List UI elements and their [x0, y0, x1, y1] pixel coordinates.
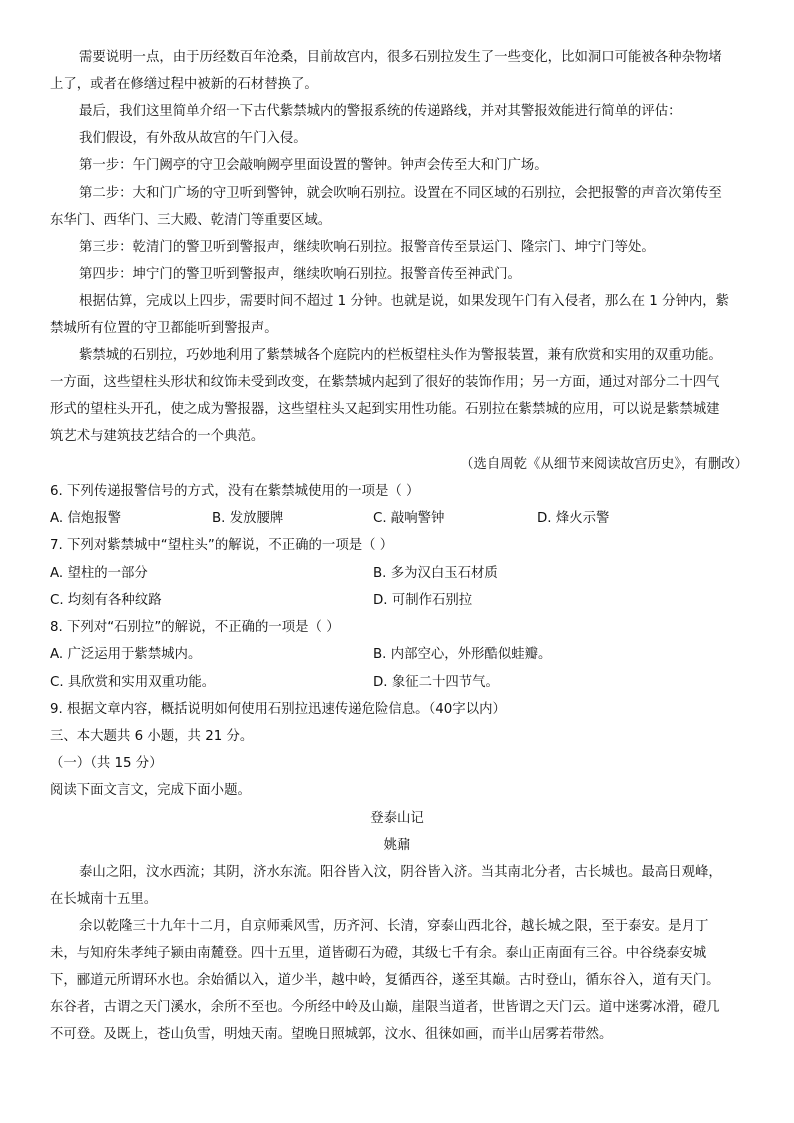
question-7-option-b: B. 多为汉白玉石材质 [373, 566, 498, 581]
question-8-option-c: C. 具欣赏和实用双重功能。 [50, 675, 216, 690]
classical-text-line: 余以乾隆三十九年十二月，自京师乘风雪，历齐河、长清，穿泰山西北谷，越长城之限，至于泰安。是月丁 [79, 919, 709, 934]
question-7-option-d: D. 可制作石别拉 [373, 593, 473, 608]
passage-line: 一方面，这些望柱头形状和纹饰未受到改变，在紫禁城内起到了很好的装饰作用；另一方面，通过对部分二十四气 [50, 375, 720, 390]
passage-line: 东华门、西华门、三大殿、乾清门等重要区域。 [50, 213, 332, 228]
question-6-option-d: D. 烽火示警 [537, 511, 610, 526]
classical-text-line: 泰山之阳，汶水西流；其阴，济水东流。阳谷皆入汶，阴谷皆入济。当其南北分者，古长城也。最高日观峰， [79, 865, 722, 880]
passage-line: 筑艺术与建筑技艺结合的一个典范。 [50, 429, 265, 444]
passage-line: 紫禁城的石别拉，巧妙地利用了紫禁城各个庭院内的栏板望柱头作为警报装置，兼有欣赏和实用的双重功能。 [79, 348, 722, 363]
question-6-option-b: B. 发放腰牌 [212, 511, 284, 526]
classical-text-line: 下，郦道元所谓环水也。余始循以入，道少半，越中岭，复循西谷，遂至其巅。古时登山，循东谷入，道有天门。 [50, 973, 720, 988]
passage-line: 根据估算，完成以上四步，需要时间不超过 1 分钟。也就是说，如果发现午门有入侵者，那么在 1 分钟内，紫 [79, 294, 730, 309]
question-8-stem: 8. 下列对“石别拉”的解说，不正确的一项是（ ） [50, 620, 340, 635]
question-8-option-d: D. 象征二十四节气。 [373, 675, 499, 690]
passage-line: 第二步：大和门广场的守卫听到警钟，就会吹响石别拉。设置在不同区域的石别拉，会把报警的声音次第传至 [79, 186, 722, 201]
subsection-heading: （一）（共 15 分） [50, 756, 163, 771]
question-8-option-b: B. 内部空心，外形酷似蛙瓣。 [373, 647, 552, 662]
classical-text-line: 未，与知府朱孝纯子颍由南麓登。四十五里，道皆砌石为磴，其级七千有余。泰山正南面有三谷。中谷绕泰安城 [50, 946, 707, 961]
passage-line: 上了，或者在修缮过程中被新的石材替换了。 [50, 77, 318, 92]
passage-source: （选自周乾《从细节来阅读故宫历史》，有删改） [460, 457, 748, 472]
classical-text-line: 在长城南十五里。 [50, 892, 158, 907]
passage-line: 最后，我们这里简单介绍一下古代紫禁城内的警报系统的传递路线，并对其警报效能进行简单的评估： [79, 104, 682, 119]
passage-line: 第四步：坤宁门的警卫听到警报声，继续吹响石别拉。报警音传至神武门。 [79, 267, 521, 282]
passage-line: 禁城所有位置的守卫都能听到警报声。 [50, 321, 278, 336]
passage-line: 形式的望柱头开孔，使之成为警报器，这些望柱头又起到实用性功能。石别拉在紫禁城的应用，可以说是紫禁城建 [50, 402, 720, 417]
classical-text-line: 不可登。及既上，苍山负雪，明烛天南。望晚日照城郭，汶水、徂徕如画，而半山居雾若带然。 [50, 1027, 613, 1042]
classical-text-line: 东谷者，古谓之天门溪水，余所不至也。今所经中岭及山巅，崖限当道者，世皆谓之天门云。道中迷雾冰滑，磴几 [50, 1000, 720, 1015]
question-9-stem: 9. 根据文章内容，概括说明如何使用石别拉迅速传递危险信息。（40字以内） [50, 702, 506, 717]
question-6-option-a: A. 信炮报警 [50, 511, 121, 526]
passage-line: 需要说明一点，由于历经数百年沧桑，目前故宫内，很多石别拉发生了一些变化，比如洞口可能被各种杂物堵 [79, 50, 722, 65]
classical-text-author: 姚鼐 [383, 838, 411, 853]
question-7-option-a: A. 望柱的一部分 [50, 566, 148, 581]
question-6-option-c: C. 敲响警钟 [373, 511, 445, 526]
section-heading: 三、本大题共 6 小题，共 21 分。 [50, 729, 254, 744]
question-6-stem: 6. 下列传递报警信号的方式，没有在紫禁城使用的一项是（ ） [50, 484, 420, 499]
question-7-option-c: C. 均刻有各种纹路 [50, 593, 162, 608]
classical-text-title: 登泰山记 [370, 811, 424, 826]
passage-line: 第一步：午门阙亭的守卫会敲响阙亭里面设置的警钟。钟声会传至大和门广场。 [79, 158, 548, 173]
section-instruction: 阅读下面文言文，完成下面小题。 [50, 783, 251, 798]
question-7-stem: 7. 下列对紫禁城中“望柱头”的解说，不正确的一项是（ ） [50, 538, 394, 553]
passage-line: 第三步：乾清门的警卫听到警报声，继续吹响石别拉。报警音传至景运门、隆宗门、坤宁门等处。 [79, 240, 655, 255]
question-8-option-a: A. 广泛运用于紫禁城内。 [50, 647, 202, 662]
passage-line: 我们假设，有外敌从故宫的午门入侵。 [79, 131, 307, 146]
